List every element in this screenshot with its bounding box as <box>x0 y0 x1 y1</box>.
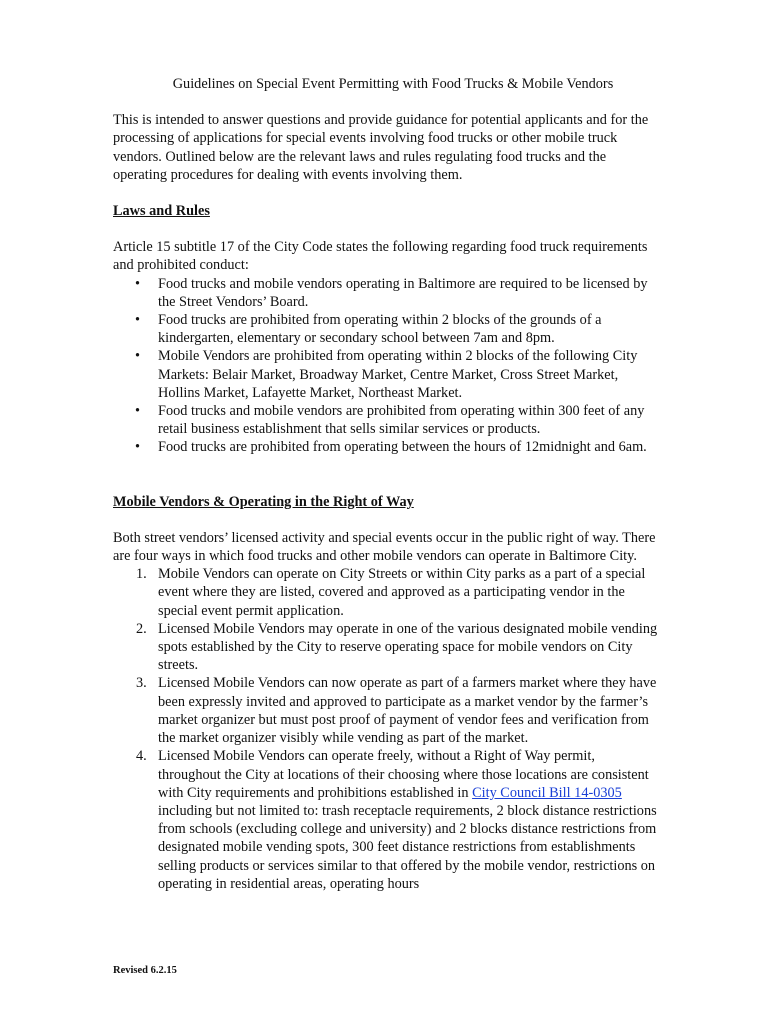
item-text-before-link: Licensed Mobile Vendors can operate freely, without a Right of Way permit, throughout the City at locations of their choosing where those locations are consistent with City requirements and prohibitions established in <box>158 748 649 801</box>
bullet-text: Food trucks are prohibited from operating within 2 blocks of the grounds of a kindergarten, elementary or secondary school between 7am and 8pm. <box>158 312 602 347</box>
mobile-vendors-lead-paragraph: Both street vendors’ licensed activity and special events occur in the public right of way. There are four ways in which food trucks and other mobile vendors can operate in Baltimore City. <box>113 529 656 565</box>
bullet-item <box>113 438 661 456</box>
city-council-bill-link[interactable]: City Council Bill 14-0305 <box>472 784 622 801</box>
item-number: 1. <box>136 566 147 583</box>
bullet-item <box>113 402 661 438</box>
bullet-icon: • <box>135 275 141 292</box>
bullet-item <box>113 311 661 347</box>
item-text-after-link: including but not limited to: trash receptacle requirements, 2 block distance restrictions from schools (excluding college and university) and 2 blocks distance restrictions from designated mobile vending spots, 300 feet distance restrictions from establishments selling products or services similar to that offered by the mobile vendor, restrictions on operating in residential areas, operating hours <box>158 802 657 892</box>
bullet-icon: • <box>135 312 141 329</box>
revision-footer: Revised 6.2.15 <box>113 965 177 976</box>
document-title: Guidelines on Special Event Permitting with Food Trucks & Mobile Vendors <box>172 76 614 92</box>
item-number: 3. <box>136 675 147 692</box>
operating-ways-list <box>113 565 661 893</box>
bullet-text: Mobile Vendors are prohibited from operating within 2 blocks of the following City Markets: Belair Market, Broadway Market, Centre Market, Cross Street Market, Hollins Market, Lafayette Market, Northeast Market. <box>158 348 638 401</box>
section-heading-laws-and-rules: Laws and Rules <box>113 203 210 220</box>
bullet-icon: • <box>135 348 141 365</box>
bullet-icon: • <box>135 403 141 420</box>
item-text: Mobile Vendors can operate on City Streets or within City parks as a part of a special event where they are listed, covered and approved as a participating vendor in the special event permit application. <box>158 566 646 619</box>
laws-lead-paragraph: Article 15 subtitle 17 of the City Code states the following regarding food truck requirements and prohibited conduct: <box>113 239 648 274</box>
numbered-item <box>113 747 661 893</box>
laws-bullet-list <box>113 275 661 457</box>
numbered-item <box>113 565 661 620</box>
bullet-item <box>113 275 661 311</box>
item-text: Licensed Mobile Vendors can now operate as part of a farmers market where they have been expressly invited and approved to participate as a market vendor by the farmer’s market organizer but must post proof of payment of vendor fees and verification from the market organizer visibly while vending as part of the market. <box>158 675 657 747</box>
item-text: Licensed Mobile Vendors may operate in one of the various designated mobile vending spots established by the City to reserve operating space for mobile vendors on City streets. <box>158 620 658 674</box>
intro-paragraph: This is intended to answer questions and provide guidance for potential applicants and for the processing of applications for special events involving food trucks or other mobile truck vendors. Outlined below are the relevant laws and rules regulating food trucks and the operating procedures for dealing with events involving them. <box>113 112 649 183</box>
bullet-text: Food trucks are prohibited from operating between the hours of 12midnight and 6am. <box>158 439 647 456</box>
document-page <box>113 75 661 893</box>
bullet-item <box>113 347 661 402</box>
section-heading-mobile-vendors: Mobile Vendors & Operating in the Right of Way <box>113 493 414 510</box>
bullet-icon: • <box>135 439 141 456</box>
numbered-item <box>113 620 661 675</box>
item-number: 2. <box>136 620 147 637</box>
numbered-item <box>113 674 661 747</box>
bullet-text: Food trucks and mobile vendors are prohibited from operating within 300 feet of any retail business establishment that sells similar services or products. <box>158 403 645 438</box>
item-number: 4. <box>136 748 147 765</box>
bullet-text: Food trucks and mobile vendors operating in Baltimore are required to be licensed by the Street Vendors’ Board. <box>158 275 648 310</box>
